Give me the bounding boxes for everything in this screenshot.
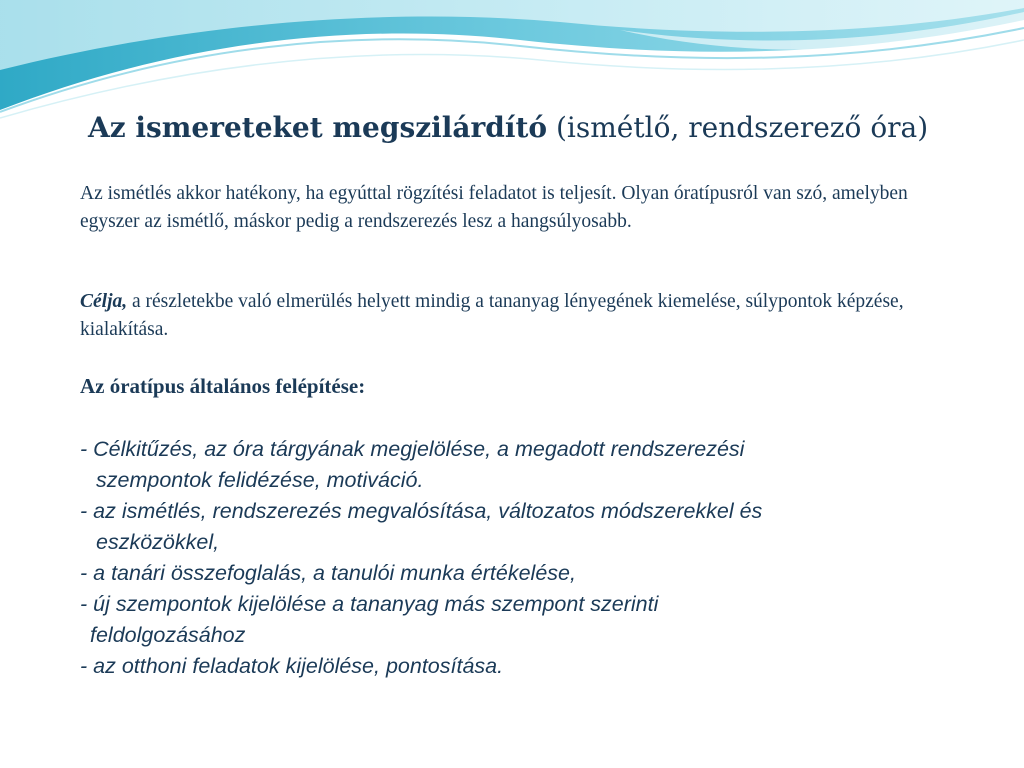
list-item-line: - az otthoni feladatok kijelölése, pontosítása. xyxy=(80,654,504,678)
list-item xyxy=(80,434,940,496)
list-item-continuation: szempontok felidézése, motiváció. xyxy=(96,468,424,492)
list-item-continuation: feldolgozásához xyxy=(90,623,246,647)
list-item xyxy=(80,558,940,589)
list-item xyxy=(80,496,940,558)
goal-label: Célja, xyxy=(80,291,128,312)
list-item-line: - új szempontok kijelölése a tananyag más szempont szerinti xyxy=(80,592,659,616)
slide-title-rest: (ismétlő, rendszerező óra) xyxy=(547,111,929,144)
intro-paragraph: Az ismétlés akkor hatékony, ha egyúttal rögzítési feladatot is teljesít. Olyan óratípusról van szó, amelyben egyszer az ismétlő, máskor pedig a rendszerezés lesz a hangsúlyosabb. xyxy=(80,183,908,232)
list-item xyxy=(80,589,940,651)
slide-title-bold: Az ismereteket megszilárdító xyxy=(88,111,548,144)
goal-text: a részletekbe való elmerülés helyett mindig a tananyag lényegének kiemelése, súlypontok képzése, kialakítása. xyxy=(80,291,904,340)
slide-title xyxy=(88,108,988,148)
structure-steps-list xyxy=(80,434,940,682)
list-item-line: - az ismétlés, rendszerezés megvalósítása, változatos módszerekkel és xyxy=(80,499,763,523)
list-item-line: - Célkitűzés, az óra tárgyának megjelölése, a megadott rendszerezési xyxy=(80,437,745,461)
decorative-wave-header xyxy=(0,0,1024,120)
list-item-line: - a tanári összefoglalás, a tanulói munka értékelése, xyxy=(80,561,576,585)
structure-heading: Az óratípus általános felépítése: xyxy=(80,374,366,398)
list-item-continuation: eszközökkel, xyxy=(96,530,220,554)
goal-paragraph xyxy=(80,288,910,344)
list-item xyxy=(80,651,940,682)
